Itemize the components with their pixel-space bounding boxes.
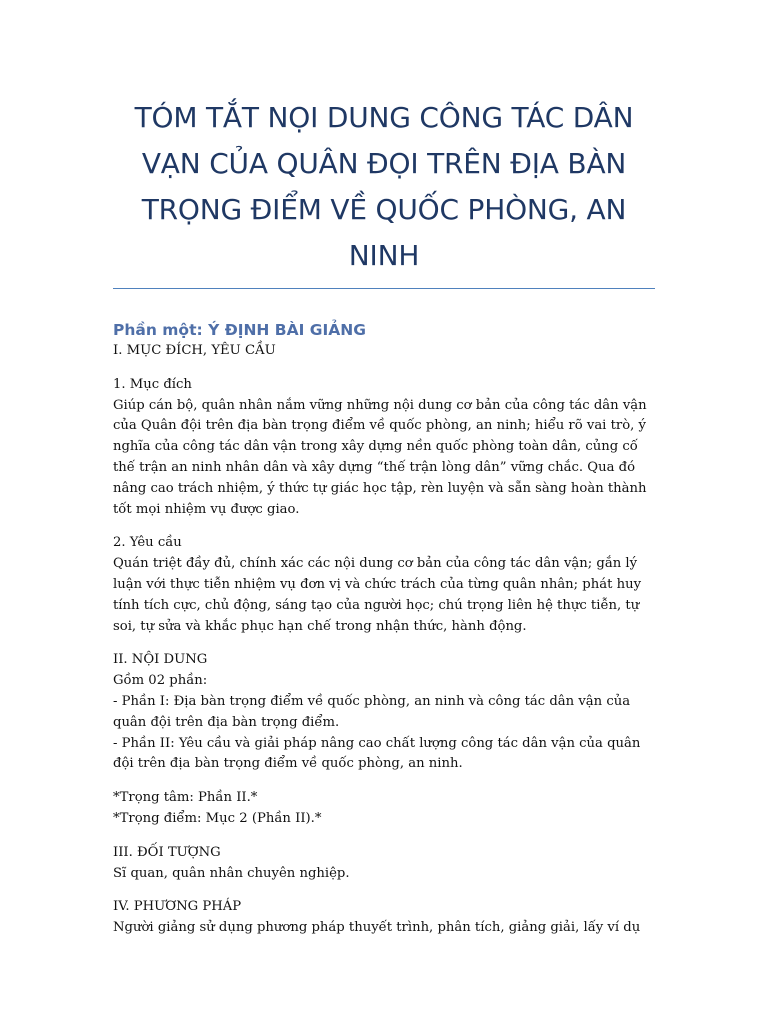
subheading-purpose: 1. Mục đích [113, 376, 192, 392]
paragraph-audience: Sĩ quan, quân nhân chuyên nghiệp. [113, 865, 350, 881]
paragraph-method: Người giảng sử dụng phương pháp thuyết trình, phân tích, giảng giải, lấy ví dụ [113, 920, 641, 936]
paragraph-requirements: Quán triệt đầy đủ, chính xác các nội dung cơ bản của công tác dân vận; gắn lý luận với thực tiễn nhiệm vụ đơn vị và chức trách của từng quân nhân; phát huy tính tích cực, chủ động, sáng tạo của người học; chú trọng liên hệ thực tiễn, tự soi, tự sửa và khắc phục hạn chế trong nhận thức, hành động. [113, 556, 642, 634]
section-heading-content: II. NỘI DUNG [113, 652, 208, 668]
document-page [113, 0, 655, 939]
part-heading: Phần một: Ý ĐỊNH BÀI GIẢNG [113, 321, 366, 339]
subheading-requirements: 2. Yêu cầu [113, 535, 182, 551]
document-title: TÓM TẮT NỌI DUNG CÔNG TÁC DÂN VẠN CỦA QUÂN ĐỌI TRÊN ĐỊA BÀN TRỌNG ĐIỂM VỀ QUỐC PHÒNG, AN NINH [134, 101, 634, 272]
content-intro: Gồm 02 phần: [113, 673, 208, 689]
document-body [113, 341, 655, 939]
section-heading-purpose-requirements: I. MỤC ĐÍCH, YÊU CẦU [113, 343, 276, 358]
focus-line: *Trọng tâm: Phần II.* [113, 790, 258, 806]
section-heading-audience: III. ĐỐI TƯỢNG [113, 844, 221, 860]
key-point-line: *Trọng điểm: Mục 2 (Phần II).* [113, 810, 322, 826]
content-item-part-2: - Phần II: Yêu cầu và giải pháp nâng cao chất lượng công tác dân vận của quân đội trên địa bàn trọng điểm về quốc phòng, an ninh. [113, 735, 641, 772]
paragraph-purpose: Giúp cán bộ, quân nhân nắm vững những nội dung cơ bản của công tác dân vận của Quân đội trên địa bàn trọng điểm về quốc phòng, an ninh; hiểu rõ vai trò, ý nghĩa của công tác dân vận trong xây dựng nền quốc phòng toàn dân, củng cố thế trận an ninh nhân dân và xây dựng “thế trận lòng dân” vững chắc. Qua đó nâng cao trách nhiệm, ý thức tự giác học tập, rèn luyện và sẵn sàng hoàn thành tốt mọi nhiệm vụ được giao. [113, 397, 647, 517]
title-divider [113, 288, 655, 289]
content-item-part-1: - Phần I: Địa bàn trọng điểm về quốc phòng, an ninh và công tác dân vận của quân đội trên địa bàn trọng điểm. [113, 693, 631, 730]
section-heading-method: IV. PHƯƠNG PHÁP [113, 899, 242, 915]
